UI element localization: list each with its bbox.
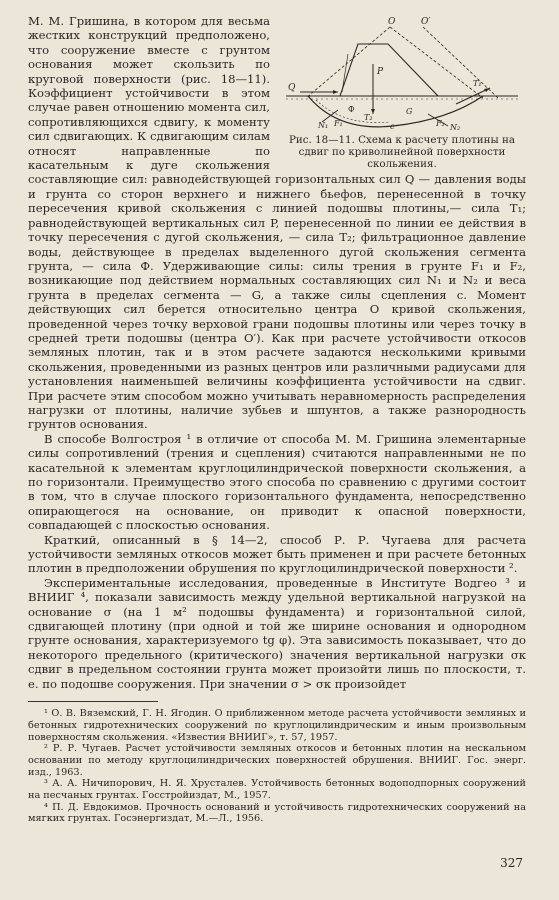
diagram-label: F₂ xyxy=(436,119,445,128)
diagram-label: Ф xyxy=(348,105,355,114)
dam-sliding-diagram xyxy=(278,14,526,132)
diagram-label: T₁ xyxy=(473,79,482,88)
footnote: ⁴ П. Д. Евдокимов. Прочность оснований и устойчивость гидротехнических сооружений на мягких грунтах. Госэнергиздат, М.—Л., 1956. xyxy=(28,801,526,825)
diagram-label: O xyxy=(388,17,396,27)
diagram-label: N₂ xyxy=(450,123,461,132)
diagram-label: c xyxy=(390,122,395,131)
diagram-label: F₁ xyxy=(334,119,343,128)
footnote: ² Р. Р. Чугаев. Расчет устойчивости земляных откосов и бетонных плотин на нескальном основании по методу круглоцилиндрических поверхностей обрушения. ВНИИГ. Гос. энерг. изд., 1963. xyxy=(28,743,526,778)
text-column xyxy=(28,14,526,825)
paragraph: Краткий, описанный в § 14—2, способ Р. Р. Чугаева для расчета устойчивости земляных откосов может быть применен и при расчете бетонных плотин в предположении обрушения по круглоцилиндрической поверхности ². xyxy=(28,532,526,576)
diagram-label: N₁ xyxy=(318,121,329,130)
diagram-label: O′ xyxy=(421,17,431,27)
footnote: ¹ О. В. Вяземский, Г. Н. Ягодин. О приближенном методе расчета устойчивости земляных и бетонных гидротехнических сооружений по круглоцилиндрическим и иным произвольным поверхностям скольжения. «Известия ВНИИГ», т. 57, 1957. xyxy=(28,708,526,743)
diagram-label: Q xyxy=(288,83,296,93)
paragraph: В способе Волгостроя ¹ в отличие от способа М. М. Гришина элементарные силы сопротивлений (трения и сцепления) считаются направленными не по касательной к элементам круглоцилиндрической поверхности скольжения, а по горизонтали. Преимущество этого способа по сравнению с другими состоит в том, что в случае плоского горизонтального фундамента, непосредственно опирающегося на основание, он приводит к опасной поверхности, совпадающей с плоскостью основания. xyxy=(28,431,526,533)
page-number: 327 xyxy=(500,856,523,870)
footnote-rule xyxy=(28,701,158,702)
diagram-label: G xyxy=(406,107,413,116)
paragraph: Экспериментальные исследования, проведенные в Институте Водгео ³ и ВНИИГ ⁴, показали зависимость между удельной вертикальной нагрузкой на основание σ (на 1 м² подошвы фундамента) и горизонтальной силой, сдвигающей плотину (при одной и той же ширине основания и однородном грунте основания, характеризуемого tg φ). Эта зависимость показывает, что до некоторого предельного (критического) значения вертикальной нагрузки σк сдвиг в предельном состоянии грунта может произойти лишь по плоскости, т. е. по подошве сооружения. При значении σ > σк произойдет xyxy=(28,575,526,691)
figure-caption: Рис. 18—11. Схема к расчету плотины на сдвиг по криволинейной поверхности скольжения. xyxy=(289,134,515,170)
paragraph: М. М. Гришина, в котором для весьма жестких конструкций предположено, что сооружение вместе с грунтом основания может скользить по круговой поверхности (рис. 18—11). Коэффициент устойчивости в этом случае равен отношению момента сил, сопротивляющихся сдвигу, к моменту сил сдвигающих. К сдвигающим силам относят направленные по касательным к дуге скольжения составляющие сил: равнодействующей горизонтальных сил Q — давления воды и грунта со сторон верхнего и нижнего бьефов, перенесенной в точку пересечения кривой скольжения с линией подошвы плотины,— сила T₁; равнодействующей вертикальных сил P, перенесенной по линии ее действия в точку пересечения с дугой скольжения, — сила T₂; фильтрационное давление воды, действующее в пределах выделенного дугой скольжения сегмента грунта, — сила Ф. Удерживающие силы: силы трения в грунте F₁ и F₂, возникающие под действием нормальных составляющих сил N₁ и N₂ и веса грунта в пределах сегмента — G, а также силы сцепления c. Момент действующих сил берется относительно центра O кривой скольжения, проведенной через точку верховой грани подошвы плотины или через точку в средней трети подошвы (центра O′). Как при расчете устойчивости откосов земляных плотин, так и в этом расчете задаются несколькими кривыми скольжения, проведенными из разных центров или различными радиусами для установления наименьшей величины коэффициента устойчивости на сдвиг. При расчете этим способом можно учитывать неравномерность распределения нагрузки от плотины, наличие зубьев и шпунтов, а также разнородность грунтов основания. xyxy=(28,14,526,432)
figure-18-11 xyxy=(278,14,526,170)
diagram-label: T₂ xyxy=(364,113,373,122)
diagram-label: P xyxy=(377,67,384,77)
footnote: ³ А. А. Ничипорович, Н. Я. Хрусталев. Устойчивость бетонных водоподпорных сооружений на песчаных грунтах. Госстройиздат, М., 1957. xyxy=(28,778,526,802)
